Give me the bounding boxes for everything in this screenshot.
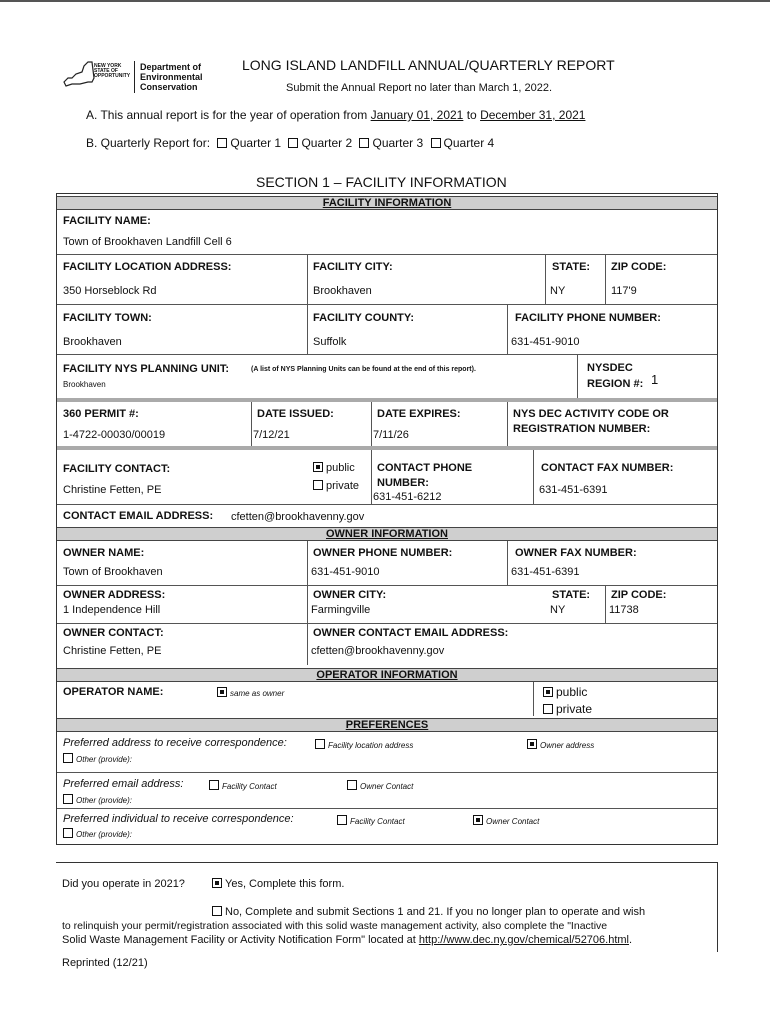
- owner-city-value[interactable]: Farmingville: [311, 604, 371, 616]
- operator-private-checkbox[interactable]: [543, 704, 553, 714]
- operate-question: Did you operate in 2021?: [62, 878, 185, 890]
- owner-state-label: STATE:: [552, 589, 591, 601]
- facility-city-label: FACILITY CITY:: [313, 261, 393, 273]
- facility-name-label: FACILITY NAME:: [63, 215, 151, 227]
- operator-public-option: public: [539, 685, 587, 699]
- operate-no-line-2: to relinquish your permit/registration associated with this solid waste management activity, also complete the "Inactive: [62, 920, 608, 932]
- date-expires-label: DATE EXPIRES:: [377, 408, 461, 420]
- footer-reprinted: Reprinted (12/21): [62, 957, 148, 969]
- pref-email-question: Preferred email address:: [63, 778, 184, 790]
- pref-individual-facility-checkbox[interactable]: [337, 815, 347, 825]
- quarter-3-checkbox[interactable]: [359, 138, 369, 148]
- facility-name-value[interactable]: Town of Brookhaven Landfill Cell 6: [63, 236, 232, 248]
- nysdec-logo: [62, 52, 212, 96]
- contact-public-checkbox[interactable]: [313, 462, 323, 472]
- facility-phone-label: FACILITY PHONE NUMBER:: [515, 312, 661, 324]
- report-year-line: A. This annual report is for the year of operation from January 01, 2021 to December 31, 2021: [86, 108, 586, 122]
- facility-zip-value[interactable]: 117'9: [611, 285, 637, 297]
- contact-fax-label: CONTACT FAX NUMBER:: [541, 462, 674, 474]
- pref-address-other-checkbox[interactable]: [63, 753, 73, 763]
- pref-email-other-option: Other (provide):: [59, 794, 132, 805]
- pref-email-owner-checkbox[interactable]: [347, 780, 357, 790]
- facility-town-label: FACILITY TOWN:: [63, 312, 152, 324]
- operator-private-option: private: [539, 702, 592, 716]
- pref-address-question: Preferred address to receive correspondence:: [63, 737, 287, 749]
- permit-value[interactable]: 1-4722-00030/00019: [63, 429, 166, 441]
- facility-zip-label: ZIP CODE:: [611, 261, 667, 273]
- operator-name-label: OPERATOR NAME:: [63, 686, 164, 698]
- pref-individual-other-option: Other (provide):: [59, 828, 132, 839]
- same-as-owner-checkbox[interactable]: [217, 687, 227, 697]
- operate-yes-option: Yes, Complete this form.: [208, 878, 344, 890]
- logo-small-text: NEW YORK STATE OF OPPORTUNITY: [94, 63, 131, 79]
- facility-county-label: FACILITY COUNTY:: [313, 312, 415, 324]
- planning-unit-note: (A list of NYS Planning Units can be found at the end of this report).: [251, 366, 476, 373]
- quarterly-line: B. Quarterly Report for: Quarter 1 Quarter 2 Quarter 3 Quarter 4: [86, 136, 495, 150]
- pref-email-facility-checkbox[interactable]: [209, 780, 219, 790]
- facility-county-value[interactable]: Suffolk: [313, 336, 347, 348]
- contact-private-checkbox[interactable]: [313, 480, 323, 490]
- pref-individual-question: Preferred individual to receive correspondence:: [63, 813, 294, 825]
- owner-band: OWNER INFORMATION: [57, 527, 717, 541]
- owner-email-value[interactable]: cfetten@brookhavenny.gov: [311, 645, 445, 657]
- facility-town-value[interactable]: Brookhaven: [63, 336, 122, 348]
- owner-name-label: OWNER NAME:: [63, 547, 145, 559]
- owner-phone-value[interactable]: 631-451-9010: [311, 566, 380, 578]
- new-york-state-icon: [62, 60, 96, 90]
- facility-state-label: STATE:: [552, 261, 591, 273]
- year-from[interactable]: January 01, 2021: [370, 108, 464, 122]
- section-title: SECTION 1 – FACILITY INFORMATION: [256, 174, 507, 190]
- operate-no-line-3: Solid Waste Management Facility or Activity Notification Form" located at http://www.dec.ny.gov/chemical/52706.html.: [62, 934, 633, 946]
- date-issued-value[interactable]: 7/12/21: [253, 429, 290, 441]
- quarter-1-checkbox[interactable]: [217, 138, 227, 148]
- pref-address-other-option: Other (provide):: [59, 753, 132, 764]
- preferences-band: PREFERENCES: [57, 718, 717, 732]
- owner-address-label: OWNER ADDRESS:: [63, 589, 166, 601]
- operate-no-option: No, Complete and submit Sections 1 and 21. If you no longer plan to operate and wish: [208, 906, 645, 918]
- pref-individual-other-checkbox[interactable]: [63, 828, 73, 838]
- activity-code-label-1: NYS DEC ACTIVITY CODE OR: [513, 408, 669, 420]
- pref-email-facility-option: Facility Contact: [205, 780, 277, 791]
- operate-yes-checkbox[interactable]: [212, 878, 222, 888]
- contact-phone-label-2: NUMBER:: [377, 477, 429, 489]
- notification-form-link[interactable]: http://www.dec.ny.gov/chemical/52706.html: [418, 934, 629, 946]
- quarter-4-checkbox[interactable]: [431, 138, 441, 148]
- owner-address-value[interactable]: 1 Independence Hill: [63, 604, 161, 616]
- pref-address-facility-option: Facility location address: [311, 739, 413, 750]
- facility-form: [56, 193, 718, 845]
- facility-city-value[interactable]: Brookhaven: [313, 285, 372, 297]
- planning-unit-label: FACILITY NYS PLANNING UNIT:: [63, 363, 230, 375]
- year-to[interactable]: December 31, 2021: [480, 108, 586, 122]
- region-label-2: REGION #:: [587, 378, 644, 390]
- owner-contact-value[interactable]: Christine Fetten, PE: [63, 645, 162, 657]
- logo-divider: [134, 61, 135, 93]
- pref-email-other-checkbox[interactable]: [63, 794, 73, 804]
- owner-name-value[interactable]: Town of Brookhaven: [63, 566, 163, 578]
- operator-band: OPERATOR INFORMATION: [57, 668, 717, 682]
- same-as-owner-option: same as owner: [213, 687, 284, 698]
- planning-unit-value[interactable]: Brookhaven: [63, 380, 106, 389]
- facility-contact-label: FACILITY CONTACT:: [63, 463, 171, 475]
- pref-individual-owner-option: Owner Contact: [469, 815, 539, 826]
- owner-fax-value[interactable]: 631-451-6391: [511, 566, 580, 578]
- facility-contact-value[interactable]: Christine Fetten, PE: [63, 484, 162, 496]
- contact-phone-value[interactable]: 631-451-6212: [373, 491, 442, 503]
- region-label-1: NYSDEC: [587, 362, 633, 374]
- page-subtitle: Submit the Annual Report no later than March 1, 2022.: [286, 82, 552, 94]
- pref-individual-owner-checkbox[interactable]: [473, 815, 483, 825]
- owner-contact-label: OWNER CONTACT:: [63, 627, 164, 639]
- facility-address-value[interactable]: 350 Horseblock Rd: [63, 285, 157, 297]
- owner-state-value[interactable]: NY: [550, 604, 566, 616]
- logo-text: Department of Environmental Conservation: [140, 62, 203, 92]
- facility-phone-value[interactable]: 631-451-9010: [511, 336, 580, 348]
- pref-address-owner-option: Owner address: [523, 739, 594, 750]
- facility-address-label: FACILITY LOCATION ADDRESS:: [63, 261, 232, 273]
- top-border: [0, 0, 770, 2]
- contact-public-option: public: [309, 462, 355, 474]
- operate-no-checkbox[interactable]: [212, 906, 222, 916]
- facility-state-value[interactable]: NY: [550, 285, 566, 297]
- activity-code-label-2: REGISTRATION NUMBER:: [513, 423, 651, 435]
- contact-phone-label-1: CONTACT PHONE: [377, 462, 473, 474]
- facility-band: FACILITY INFORMATION: [57, 196, 717, 210]
- pref-email-owner-option: Owner Contact: [343, 780, 413, 791]
- pref-address-facility-checkbox[interactable]: [315, 739, 325, 749]
- contact-email-label: CONTACT EMAIL ADDRESS:: [63, 510, 214, 522]
- date-expires-value[interactable]: 7/11/26: [373, 429, 409, 441]
- contact-fax-value[interactable]: 631-451-6391: [539, 484, 608, 496]
- owner-email-label: OWNER CONTACT EMAIL ADDRESS:: [313, 627, 509, 639]
- pref-address-owner-checkbox[interactable]: [527, 739, 537, 749]
- pref-individual-facility-option: Facility Contact: [333, 815, 405, 826]
- owner-phone-label: OWNER PHONE NUMBER:: [313, 547, 453, 559]
- contact-private-option: private: [309, 480, 359, 492]
- quarter-2-checkbox[interactable]: [288, 138, 298, 148]
- date-issued-label: DATE ISSUED:: [257, 408, 334, 420]
- permit-label: 360 PERMIT #:: [63, 408, 139, 420]
- owner-fax-label: OWNER FAX NUMBER:: [515, 547, 637, 559]
- owner-city-label: OWNER CITY:: [313, 589, 387, 601]
- owner-zip-value[interactable]: 11738: [609, 604, 639, 616]
- page-title: LONG ISLAND LANDFILL ANNUAL/QUARTERLY REPORT: [242, 57, 615, 73]
- contact-email-value[interactable]: cfetten@brookhavenny.gov: [231, 511, 365, 523]
- region-value[interactable]: 1: [651, 372, 659, 387]
- operator-public-checkbox[interactable]: [543, 687, 553, 697]
- owner-zip-label: ZIP CODE:: [611, 589, 667, 601]
